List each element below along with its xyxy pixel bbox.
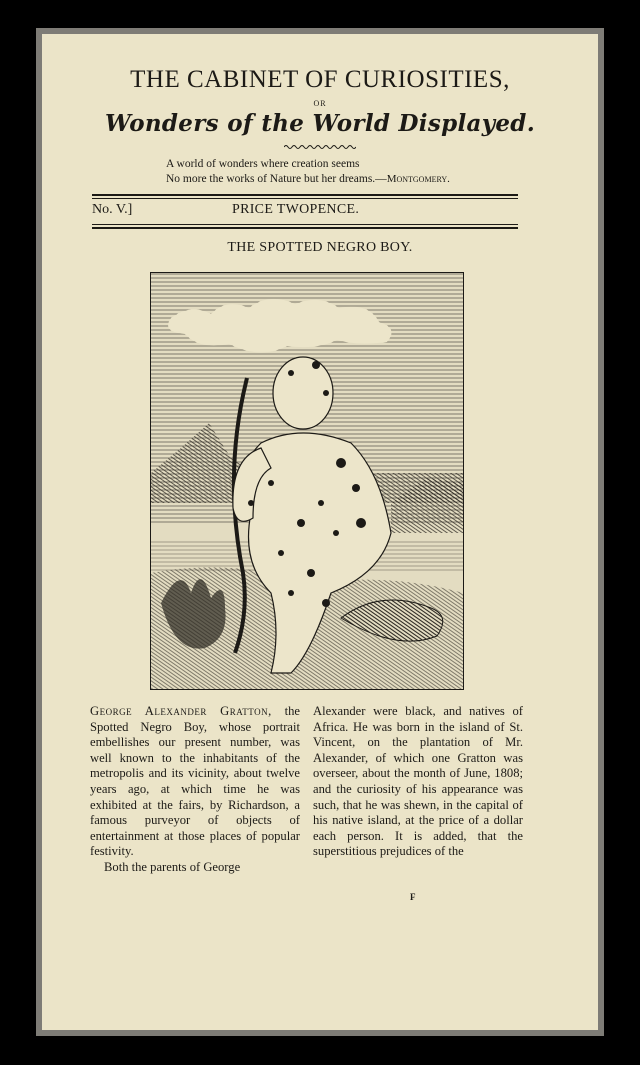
masthead-title: THE CABINET OF CURIOSITIES,: [130, 66, 510, 93]
epigraph-attribution: Montgomery.: [386, 173, 450, 185]
masthead-or: OR: [313, 99, 327, 108]
signature-mark: F: [410, 892, 416, 902]
article-title: THE SPOTTED NEGRO BOY.: [227, 240, 413, 255]
epigraph-line-2: No more the works of Nature but her dreams.—Montgomery.: [166, 173, 450, 185]
epigraph-line-1: A world of wonders where creation seems: [166, 158, 360, 170]
article-lead-name: George Alexander Gratton,: [90, 704, 272, 718]
article-column-right: [313, 704, 523, 860]
masthead-subtitle: Wonders of the World Displayed.: [104, 110, 535, 137]
epigraph: [166, 157, 506, 187]
header-rule-bottom-thick: [92, 227, 518, 229]
header-rule-top-thin: [92, 198, 518, 199]
issue-price: PRICE TWOPENCE.: [232, 202, 360, 217]
engraving-illustration: [150, 272, 464, 690]
article-paragraph-2: Both the parents of George: [104, 859, 241, 874]
article-column-left: [90, 704, 300, 876]
article-paragraph-1: George Alexander Gratton, the Spotted Negro Boy, whose portrait embellishes our present number, was well known to the inhabitants of the metropolis and its vicinity, about twelve years ago, at which time he was exhibited at the fairs, by Richardson, a famous purveyor of objects of entertainment at those places of popular festivity.: [90, 704, 300, 859]
issue-number: No. V.]: [92, 202, 133, 217]
header-rule-bottom-thin: [92, 224, 518, 225]
article-paragraph-3: Alexander were black, and natives of Africa. He was born in the island of St. Vincent, on the plantation of Mr. Alexander, of which one Gratton was overseer, about the month of June, 1808; and the curiosity of his appearance was such, that he was shewn, in the capital of his native island, at the price of a dollar each person. It is added, that the superstitious prejudices of the: [313, 704, 523, 859]
header-rule-top-thick: [92, 194, 518, 196]
engraving-art: [151, 273, 463, 689]
ornamental-squiggle: [284, 144, 356, 150]
